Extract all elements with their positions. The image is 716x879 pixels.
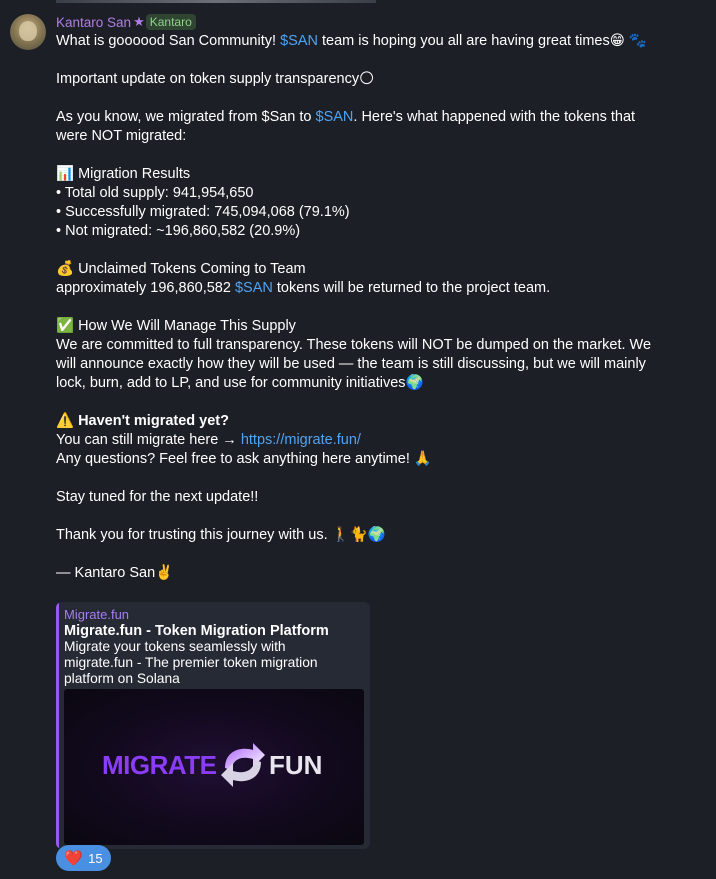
message-text: • Not migrated: ~196,860,582 (20.9%)	[56, 223, 301, 239]
author-tag: Kantaro	[146, 14, 196, 30]
logo-text-fun: FUN	[269, 750, 323, 780]
message-line	[56, 70, 701, 89]
message	[56, 12, 701, 849]
message-line	[56, 564, 701, 583]
blank-line	[56, 545, 701, 564]
blank-line	[56, 298, 701, 317]
preview-site-name: Migrate.fun	[64, 607, 130, 622]
blank-line	[56, 507, 701, 526]
logo-text-migrate: MIGRATE	[102, 750, 217, 780]
message-line	[56, 355, 701, 374]
message-text: Thank you for trusting this journey with us. 🚶🐈🌍	[56, 527, 386, 543]
message-text: — Kantaro San✌️	[56, 565, 174, 581]
message-link[interactable]: $SAN	[280, 33, 318, 49]
message-text: will announce exactly how they will be used — the team is still discussing, but we will mainly	[56, 356, 646, 372]
message-line	[56, 184, 701, 203]
message-line	[56, 127, 701, 146]
preview-accent-bar	[56, 602, 59, 849]
message-body	[56, 32, 701, 602]
preview-text	[64, 607, 364, 687]
message-header	[56, 12, 701, 32]
avatar[interactable]	[10, 14, 46, 50]
message-text: ✅ How We Will Manage This Supply	[56, 318, 296, 334]
message-line	[56, 488, 701, 507]
message-link[interactable]: $SAN	[234, 280, 273, 296]
preview-description-line: platform on Solana	[64, 671, 180, 686]
previous-media-edge	[56, 0, 376, 3]
message-line	[56, 108, 701, 127]
heart-icon: ❤️	[64, 850, 84, 867]
blank-line	[56, 583, 701, 602]
message-line	[56, 526, 701, 545]
star-icon: ★	[133, 14, 145, 29]
message-line	[56, 32, 701, 51]
message-text: . Here's what happened with the tokens that	[353, 109, 636, 125]
message-text: Important update on token supply transparency🌕	[56, 71, 375, 87]
message-link[interactable]: $SAN	[315, 109, 354, 125]
message-text: What is goooood San Community!	[56, 33, 281, 49]
message-text: 📊 Migration Results	[56, 166, 191, 182]
link-preview[interactable]	[56, 602, 370, 849]
migrate-arrows-icon	[219, 738, 267, 792]
message-line	[56, 279, 701, 298]
blank-line	[56, 89, 701, 108]
message-bold-text: ⚠️ Haven't migrated yet?	[56, 413, 229, 429]
message-text: lock, burn, add to LP, and use for community initiatives🌍	[56, 375, 424, 391]
blank-line	[56, 469, 701, 488]
message-text: You can still migrate here →	[56, 432, 241, 448]
message-line	[56, 317, 701, 336]
message-line	[56, 165, 701, 184]
message-line	[56, 336, 701, 355]
message-text: • Successfully migrated: 745,094,068 (79.1%)	[56, 204, 350, 220]
message-line	[56, 412, 701, 431]
message-text: tokens will be returned to the project team.	[272, 280, 551, 296]
preview-description-line: Migrate your tokens seamlessly with	[64, 639, 286, 654]
message-text: We are committed to full transparency. These tokens will NOT be dumped on the market. We	[56, 337, 652, 353]
message-text: were NOT migrated:	[56, 128, 187, 144]
reaction-heart[interactable]	[56, 845, 111, 871]
message-line	[56, 203, 701, 222]
blank-line	[56, 393, 701, 412]
message-line	[56, 260, 701, 279]
message-text: approximately 196,860,582	[56, 280, 235, 296]
message-text: • Total old supply: 941,954,650	[56, 185, 254, 201]
message-line	[56, 374, 701, 393]
reaction-count: 15	[88, 850, 103, 866]
preview-description-line: migrate.fun - The premier token migration	[64, 655, 318, 670]
message-link[interactable]: https://migrate.fun/	[240, 432, 361, 448]
message-text: Stay tuned for the next update!!	[56, 489, 259, 505]
blank-line	[56, 146, 701, 165]
author-name[interactable]: Kantaro San	[56, 14, 132, 30]
message-text: 💰 Unclaimed Tokens Coming to Team	[56, 261, 306, 277]
message-line	[56, 431, 701, 450]
message-text: Any questions? Feel free to ask anything here anytime! 🙏	[56, 451, 432, 467]
message-line	[56, 222, 701, 241]
blank-line	[56, 51, 701, 70]
message-text: As you know, we migrated from $San to	[56, 109, 316, 125]
message-line	[56, 450, 701, 469]
blank-line	[56, 241, 701, 260]
message-text: team is hoping you all are having great times😁 🐾	[317, 33, 647, 49]
preview-title: Migrate.fun - Token Migration Platform	[64, 623, 329, 639]
preview-image[interactable]	[64, 689, 364, 845]
